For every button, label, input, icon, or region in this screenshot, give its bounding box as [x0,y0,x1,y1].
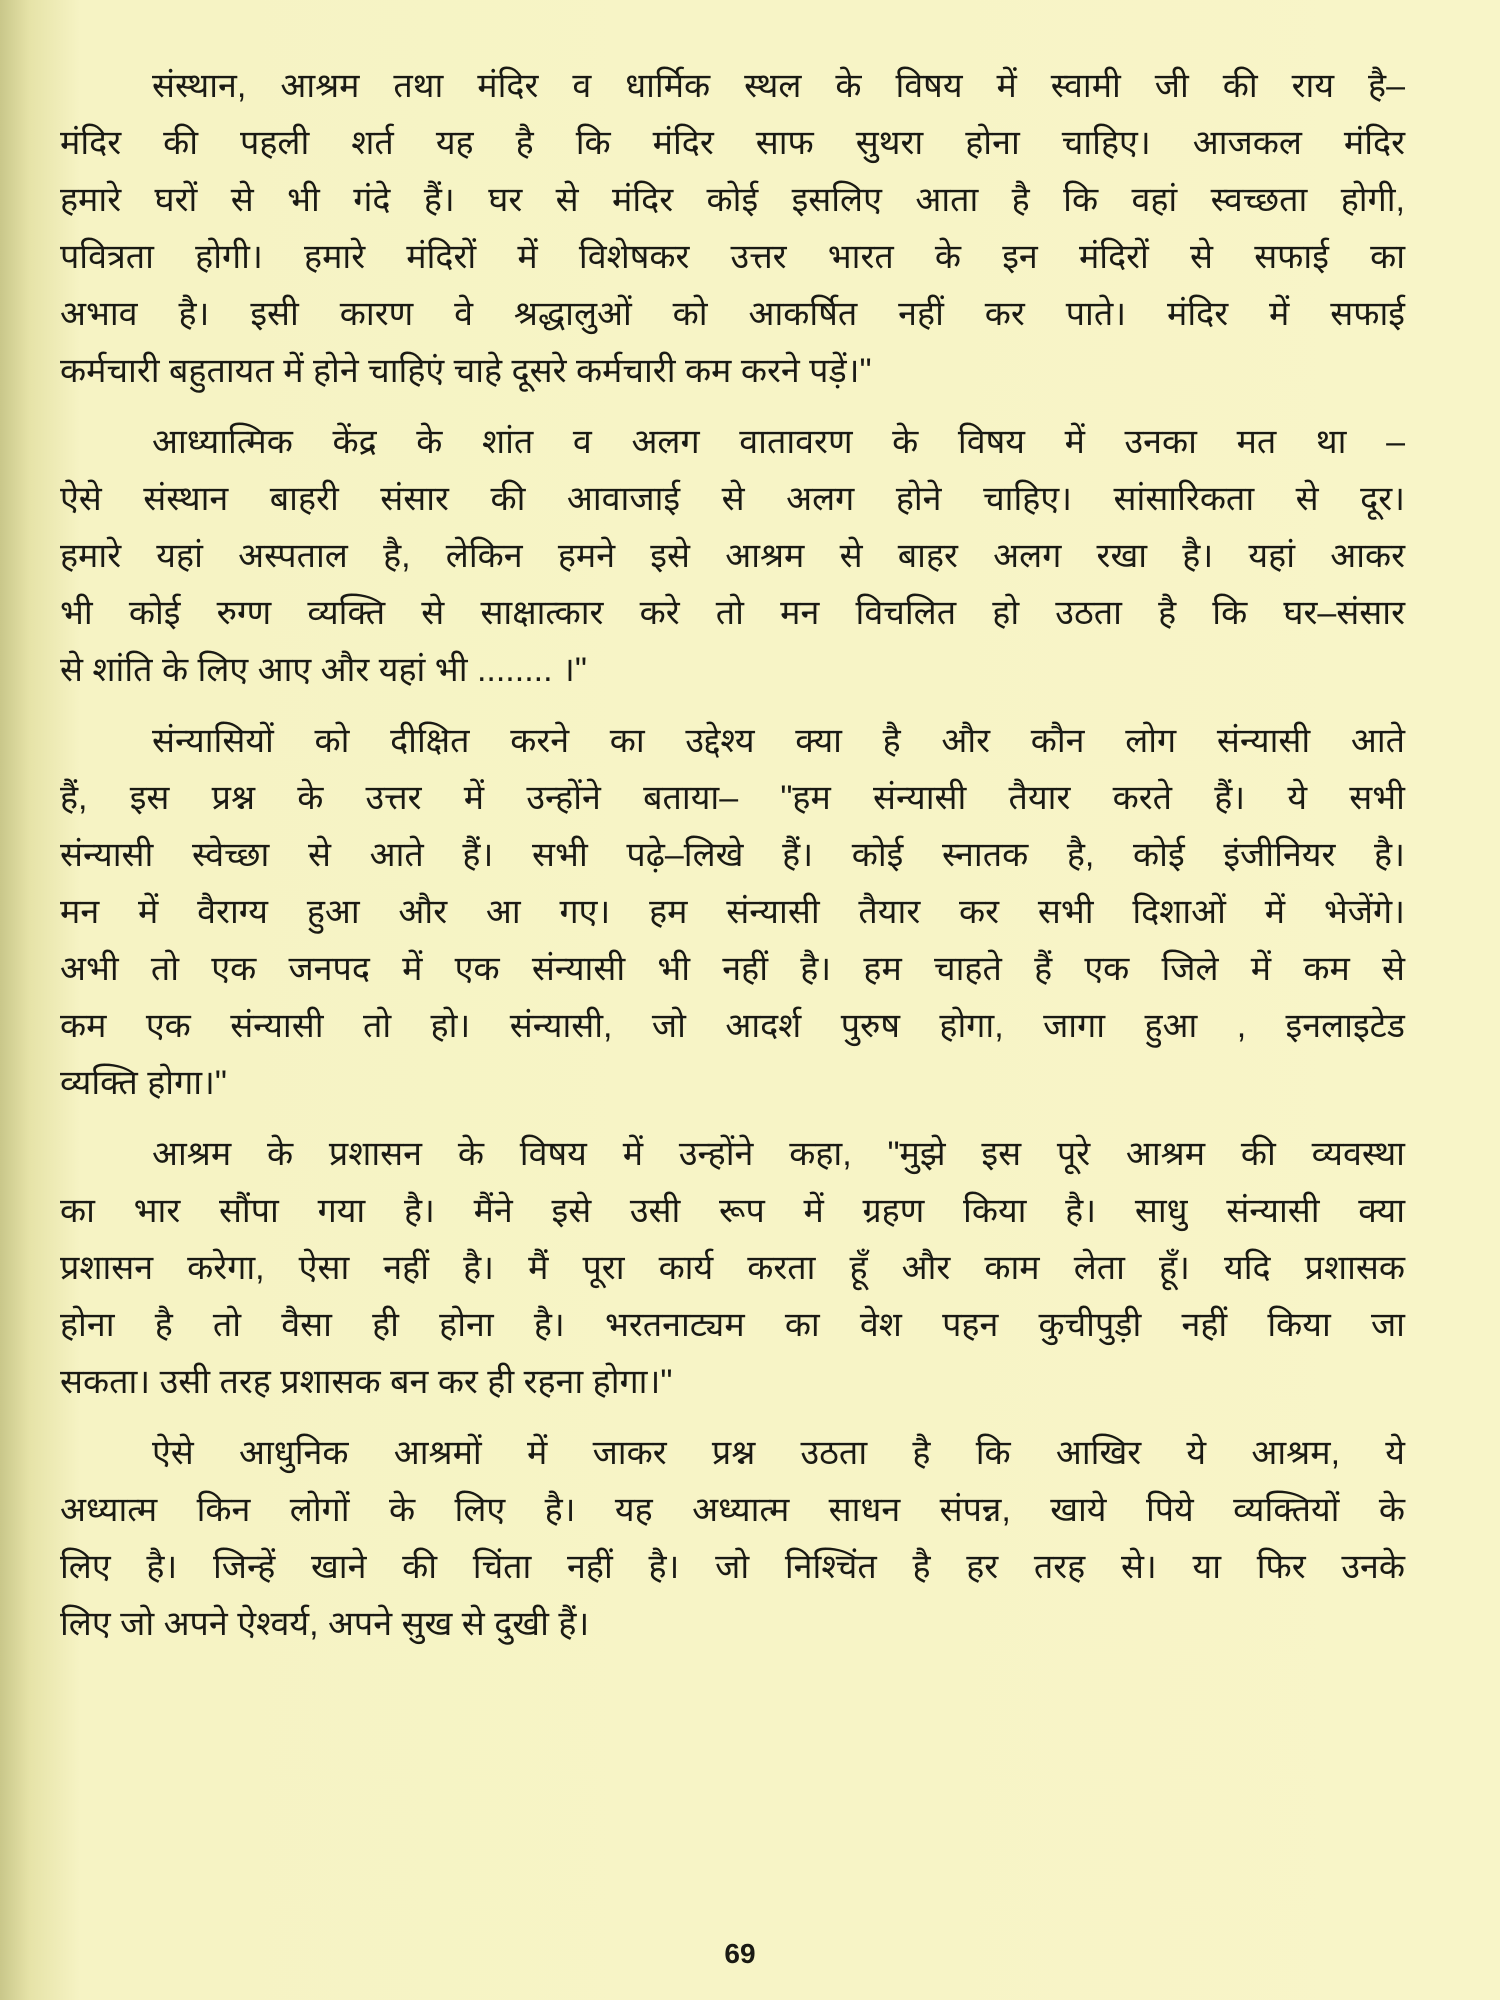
text-line: होना है तो वैसा ही होना है। भरतनाट्यम का वेश पहन कुचीपुड़ी नहीं किया जा [60,1306,1405,1344]
paragraph [60,1126,1405,1411]
text-line: ऐसे आधुनिक आश्रमों में जाकर प्रश्न उठता है कि आखिर ये आश्रम, ये [152,1434,1405,1472]
text-line: मन में वैराग्य हुआ और आ गए। हम संन्यासी तैयार कर सभी दिशाओं में भेजेंगे। [60,893,1405,931]
text-line: आध्यात्मिक केंद्र के शांत व अलग वातावरण के विषय में उनका मत था – [152,423,1405,461]
text-line: लिए जो अपने ऐश्वर्य, अपने सुख से दुखी हैं। [60,1605,590,1643]
paragraph [60,58,1405,400]
page-number: 69 [724,1938,756,1969]
text-line: भी कोई रुग्ण व्यक्ति से साक्षात्कार करे तो मन विचलित हो उठता है कि घर–संसार [60,594,1405,632]
page-body [60,58,1405,1667]
text-line: संन्यासियों को दीक्षित करने का उद्देश्य क्या है और कौन लोग संन्यासी आते [152,722,1405,760]
text-line: कर्मचारी बहुतायत में होने चाहिएं चाहे दूसरे कर्मचारी कम करने पड़ें।" [60,352,872,390]
text-line: का भार सौंपा गया है। मैंने इसे उसी रूप में ग्रहण किया है। साधु संन्यासी क्या [60,1192,1405,1230]
text-line: व्यक्ति होगा।" [60,1064,227,1102]
text-line: हमारे घरों से भी गंदे हैं। घर से मंदिर कोई इसलिए आता है कि वहां स्वच्छता होगी, [60,181,1405,219]
text-line: हमारे यहां अस्पताल है, लेकिन हमने इसे आश्रम से बाहर अलग रखा है। यहां आकर [60,537,1405,575]
text-line: संन्यासी स्वेच्छा से आते हैं। सभी पढ़े–लिखे हैं। कोई स्नातक है, कोई इंजीनियर है। [60,836,1405,874]
text-line: आश्रम के प्रशासन के विषय में उन्होंने कहा, "मुझे इस पूरे आश्रम की व्यवस्था [152,1135,1405,1173]
text-line: से शांति के लिए आए और यहां भी ........ ।" [60,651,587,689]
text-line: प्रशासन करेगा, ऐसा नहीं है। मैं पूरा कार्य करता हूँ और काम लेता हूँ। यदि प्रशासक [60,1249,1405,1287]
text-line: पवित्रता होगी। हमारे मंदिरों में विशेषकर उत्तर भारत के इन मंदिरों से सफाई का [60,238,1405,276]
text-line: मंदिर की पहली शर्त यह है कि मंदिर साफ सुथरा होना चाहिए। आजकल मंदिर [60,124,1405,162]
text-line: लिए है। जिन्हें खाने की चिंता नहीं है। जो निश्चिंत है हर तरह से। या फिर उनके [60,1548,1405,1586]
text-line: अध्यात्म किन लोगों के लिए है। यह अध्यात्म साधन संपन्न, खाये पिये व्यक्तियों के [60,1491,1405,1529]
text-line: कम एक संन्यासी तो हो। संन्यासी, जो आदर्श पुरुष होगा, जागा हुआ , इनलाइटेड [60,1007,1405,1045]
text-line: अभी तो एक जनपद में एक संन्यासी भी नहीं है। हम चाहते हैं एक जिले में कम से [60,950,1405,988]
paragraph [60,1425,1405,1653]
paragraph [60,414,1405,699]
text-line: हैं, इस प्रश्न के उत्तर में उन्होंने बताया– "हम संन्यासी तैयार करते हैं। ये सभी [60,779,1405,817]
text-line: सकता। उसी तरह प्रशासक बन कर ही रहना होगा।" [60,1363,673,1401]
text-line: ऐसे संस्थान बाहरी संसार की आवाजाई से अलग होने चाहिए। सांसारिकता से दूर। [60,480,1405,518]
paragraph [60,713,1405,1112]
text-line: अभाव है। इसी कारण वे श्रद्धालुओं को आकर्षित नहीं कर पाते। मंदिर में सफाई [60,295,1405,333]
text-line: संस्थान, आश्रम तथा मंदिर व धार्मिक स्थल के विषय में स्वामी जी की राय है– [152,67,1405,105]
